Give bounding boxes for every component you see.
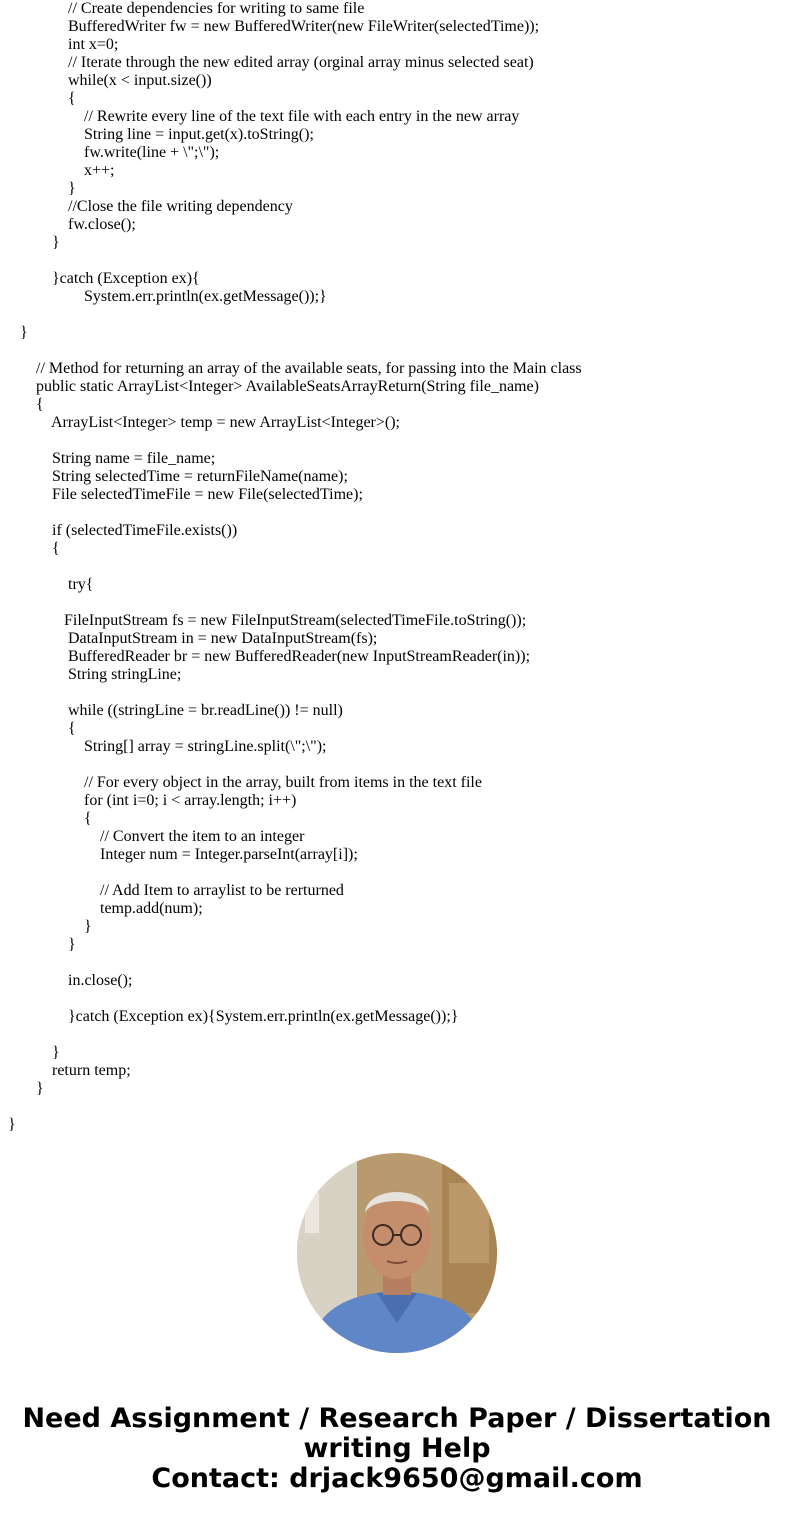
code-line: } [36,1080,44,1097]
code-line: // Iterate through the new edited array (orginal array minus selected seat) [68,54,534,71]
code-line: String stringLine; [68,666,182,683]
code-line: String[] array = stringLine.split(\";\"); [84,738,327,755]
code-line: ArrayList<Integer> temp = new ArrayList<Integer>(); [51,414,400,431]
code-line: { [68,90,76,107]
code-line: // Method for returning an array of the available seats, for passing into the Main class [36,360,582,377]
code-line: fw.write(line + \";\"); [84,144,220,161]
code-line: } [68,180,76,197]
code-line: //Close the file writing dependency [68,198,293,215]
code-line: // Convert the item to an integer [100,828,305,845]
code-line: // Add Item to arraylist to be rerturned [100,882,344,899]
author-photo [297,1153,497,1353]
code-line: while(x < input.size()) [68,72,212,89]
code-line: fw.close(); [68,216,136,233]
code-line: in.close(); [68,972,133,989]
code-line: if (selectedTimeFile.exists()) [52,522,238,539]
code-line: // Rewrite every line of the text file with each entry in the new array [84,108,520,125]
code-line: { [68,720,76,737]
code-line: // For every object in the array, built from items in the text file [84,774,482,791]
code-line: // Create dependencies for writing to same file [68,0,365,17]
promo-line-2: writing Help [303,1433,491,1464]
code-line: BufferedWriter fw = new BufferedWriter(new FileWriter(selectedTime)); [68,18,540,35]
code-line: x++; [84,162,115,179]
code-line: FileInputStream fs = new FileInputStream(selectedTimeFile.toString()); [64,612,527,629]
code-line: while ((stringLine = br.readLine()) != null) [68,702,343,719]
code-line: BufferedReader br = new BufferedReader(new InputStreamReader(in)); [68,648,531,665]
promo-banner [0,1404,794,1494]
code-line: return temp; [52,1062,131,1079]
code-line: } [20,324,28,341]
code-line: }catch (Exception ex){ [52,270,200,287]
promo-line-1: Need Assignment / Research Paper / Dissertation [22,1403,772,1434]
code-line: File selectedTimeFile = new File(selectedTime); [52,486,363,503]
code-line: { [84,810,92,827]
code-line: String line = input.get(x).toString(); [84,126,314,143]
code-line: } [52,234,60,251]
code-line: for (int i=0; i < array.length; i++) [84,792,297,809]
code-line: temp.add(num); [100,900,203,917]
code-line: System.err.println(ex.getMessage());} [84,288,327,305]
code-line: Integer num = Integer.parseInt(array[i]); [100,846,358,863]
code-line: int x=0; [68,36,119,53]
code-line: public static ArrayList<Integer> AvailableSeatsArrayReturn(String file_name) [36,378,539,395]
code-line: String selectedTime = returnFileName(name); [52,468,348,485]
code-line: String name = file_name; [52,450,216,467]
code-line: } [68,936,76,953]
promo-contact-line: Contact: drjack9650@gmail.com [151,1463,643,1494]
code-line: { [36,396,44,413]
author-portrait-illustration [297,1153,497,1353]
code-line: } [84,918,92,935]
code-line: } [8,1116,16,1133]
code-line: }catch (Exception ex){System.err.println(ex.getMessage());} [68,1008,459,1025]
code-line: } [52,1044,60,1061]
code-line: { [52,540,60,557]
code-line: try{ [68,576,94,593]
code-line: DataInputStream in = new DataInputStream(fs); [68,630,378,647]
